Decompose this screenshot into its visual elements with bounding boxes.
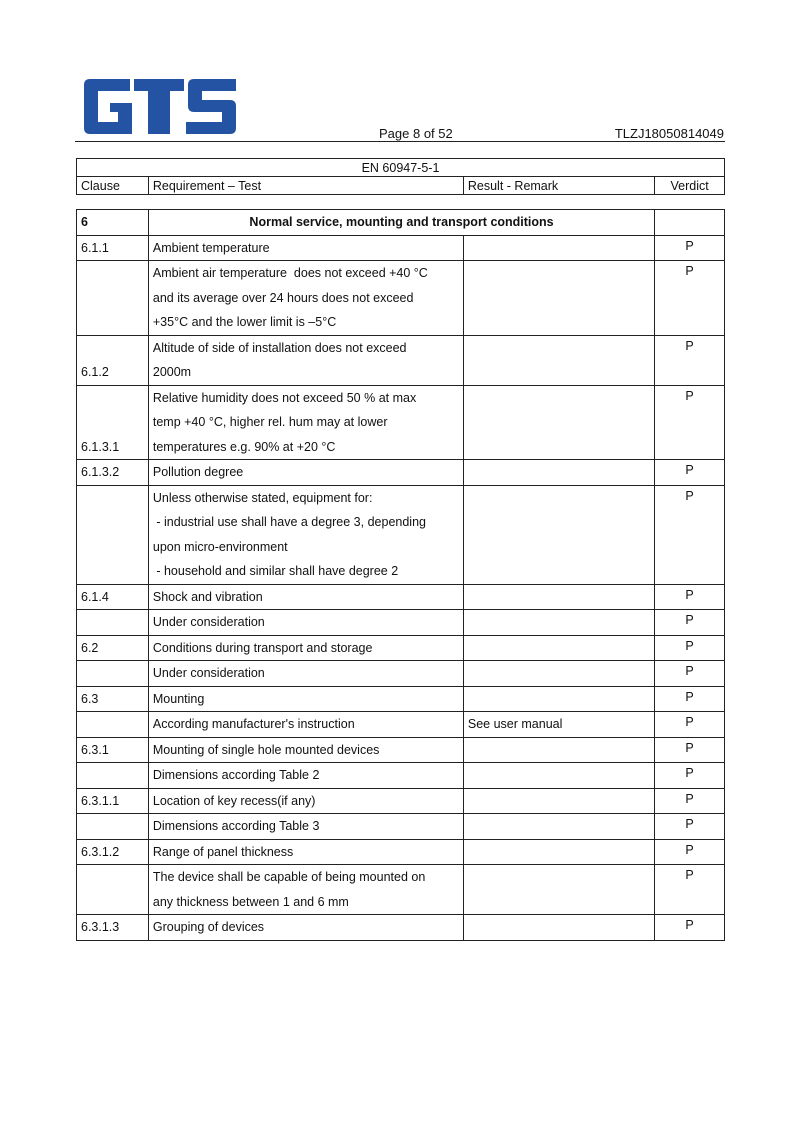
verdict-cell: P	[655, 235, 725, 261]
verdict-cell: P	[655, 460, 725, 486]
table-row	[77, 814, 725, 840]
requirement-line: Grouping of devices	[152, 920, 265, 934]
requirement-cell	[148, 460, 463, 486]
requirement-cell	[148, 235, 463, 261]
requirement-cell	[148, 686, 463, 712]
requirement-line: +35°C and the lower limit is –5°C	[152, 315, 337, 329]
requirement-cell	[148, 261, 463, 336]
table-row	[77, 865, 725, 915]
table-row	[77, 915, 725, 941]
remark-cell: See user manual	[463, 712, 654, 738]
requirement-line: Location of key recess(if any)	[152, 793, 316, 808]
clause-cell: 6.2	[77, 635, 149, 661]
verdict-cell: P	[655, 763, 725, 789]
remark-cell	[463, 385, 654, 460]
table-row	[77, 839, 725, 865]
requirement-line: Shock and vibration	[152, 589, 263, 604]
remark-cell	[463, 661, 654, 687]
clause-cell: 6.3.1	[77, 737, 149, 763]
requirement-cell	[148, 485, 463, 584]
verdict-cell: P	[655, 661, 725, 687]
requirement-line: temperatures e.g. 90% at +20 °C	[152, 439, 336, 454]
requirement-line: Mounting of single hole mounted devices	[152, 742, 380, 757]
clause-cell: 6.1.3.2	[77, 460, 149, 486]
requirement-line: The device shall be capable of being mounted on	[152, 870, 426, 884]
requirement-line: 2000m	[152, 365, 192, 379]
remark-cell	[463, 865, 654, 915]
requirement-cell	[148, 712, 463, 738]
requirement-cell	[148, 635, 463, 661]
requirement-cell	[148, 385, 463, 460]
header-divider	[75, 141, 725, 142]
clause-cell: 6.1.2	[77, 335, 149, 385]
remark-cell	[463, 485, 654, 584]
remark-cell	[463, 261, 654, 336]
clause-cell	[77, 865, 149, 915]
table-row	[77, 737, 725, 763]
verdict-cell: P	[655, 788, 725, 814]
requirement-line: According manufacturer's instruction	[152, 717, 355, 731]
remark-cell	[463, 686, 654, 712]
section-title: Normal service, mounting and transport conditions	[148, 210, 654, 236]
verdict-cell: P	[655, 712, 725, 738]
section-row	[77, 210, 725, 236]
remark-cell	[463, 335, 654, 385]
requirement-cell	[148, 737, 463, 763]
table-row	[77, 635, 725, 661]
table-row	[77, 335, 725, 385]
clause-cell	[77, 661, 149, 687]
requirement-line: Conditions during transport and storage	[152, 640, 373, 655]
table-row	[77, 235, 725, 261]
table-row	[77, 610, 725, 636]
requirement-line: Range of panel thickness	[152, 844, 294, 859]
remark-cell	[463, 814, 654, 840]
remark-cell	[463, 915, 654, 941]
table-row	[77, 584, 725, 610]
clause-cell	[77, 261, 149, 336]
clause-table	[76, 209, 725, 941]
section-clause: 6	[77, 210, 149, 236]
requirement-line: Under consideration	[152, 615, 265, 629]
requirement-line: any thickness between 1 and 6 mm	[152, 894, 349, 909]
requirement-line: Under consideration	[152, 666, 265, 680]
clause-cell	[77, 485, 149, 584]
requirement-cell	[148, 610, 463, 636]
remark-cell	[463, 788, 654, 814]
clause-cell: 6.1.1	[77, 235, 149, 261]
page-number: Page 8 of 52	[379, 126, 453, 141]
clause-cell: 6.3	[77, 686, 149, 712]
clause-cell	[77, 814, 149, 840]
requirement-cell	[148, 661, 463, 687]
requirement-line: Altitude of side of installation does not exceed	[152, 340, 407, 355]
remark-cell	[463, 584, 654, 610]
remark-cell	[463, 610, 654, 636]
verdict-cell: P	[655, 839, 725, 865]
table-row	[77, 686, 725, 712]
requirement-cell	[148, 335, 463, 385]
requirement-line: Ambient air temperature does not exceed +40 °C	[152, 266, 428, 280]
remark-cell	[463, 763, 654, 789]
table-row	[77, 385, 725, 460]
requirement-line: Dimensions according Table 2	[152, 768, 320, 782]
remark-cell	[463, 635, 654, 661]
table-header	[76, 158, 725, 195]
requirement-cell	[148, 763, 463, 789]
requirement-cell	[148, 839, 463, 865]
column-header-clause: Clause	[77, 177, 149, 195]
requirement-line: - industrial use shall have a degree 3, depending	[152, 515, 426, 529]
remark-cell	[463, 839, 654, 865]
requirement-line: Relative humidity does not exceed 50 % at max	[152, 390, 417, 405]
requirement-cell	[148, 584, 463, 610]
gts-logo	[84, 79, 236, 134]
column-header-remark: Result - Remark	[463, 177, 654, 195]
verdict-cell: P	[655, 335, 725, 385]
requirement-line: - household and similar shall have degree 2	[152, 564, 399, 578]
verdict-cell: P	[655, 584, 725, 610]
requirement-cell	[148, 865, 463, 915]
table-row	[77, 661, 725, 687]
verdict-cell: P	[655, 385, 725, 460]
table-row	[77, 261, 725, 336]
table-row	[77, 788, 725, 814]
requirement-line: Mounting	[152, 691, 205, 706]
verdict-cell: P	[655, 635, 725, 661]
section-verdict	[655, 210, 725, 236]
clause-cell: 6.3.1.3	[77, 915, 149, 941]
report-number: TLZJ18050814049	[614, 126, 724, 141]
column-header-requirement: Requirement – Test	[148, 177, 463, 195]
clause-cell: 6.1.4	[77, 584, 149, 610]
standard-title: EN 60947-5-1	[77, 159, 725, 177]
requirement-line: and its average over 24 hours does not exceed	[152, 290, 414, 305]
verdict-cell: P	[655, 485, 725, 584]
requirement-line: Dimensions according Table 3	[152, 819, 320, 833]
table-row	[77, 485, 725, 584]
table-row	[77, 712, 725, 738]
table-row	[77, 763, 725, 789]
column-header-verdict: Verdict	[655, 177, 725, 195]
verdict-cell: P	[655, 865, 725, 915]
requirement-line: temp +40 °C, higher rel. hum may at lower	[152, 415, 388, 429]
verdict-cell: P	[655, 915, 725, 941]
table-row	[77, 460, 725, 486]
requirement-line: Unless otherwise stated, equipment for:	[152, 490, 373, 505]
verdict-cell: P	[655, 261, 725, 336]
remark-cell	[463, 737, 654, 763]
clause-cell	[77, 610, 149, 636]
clause-cell: 6.1.3.1	[77, 385, 149, 460]
verdict-cell: P	[655, 814, 725, 840]
verdict-cell: P	[655, 610, 725, 636]
requirement-cell	[148, 788, 463, 814]
clause-cell	[77, 712, 149, 738]
requirement-cell	[148, 814, 463, 840]
remark-cell	[463, 460, 654, 486]
requirement-line: Ambient temperature	[152, 240, 270, 255]
requirement-line: Pollution degree	[152, 465, 244, 479]
clause-cell	[77, 763, 149, 789]
remark-cell	[463, 235, 654, 261]
clause-cell: 6.3.1.1	[77, 788, 149, 814]
verdict-cell: P	[655, 686, 725, 712]
requirement-line: upon micro-environment	[152, 539, 288, 554]
clause-cell: 6.3.1.2	[77, 839, 149, 865]
requirement-cell	[148, 915, 463, 941]
verdict-cell: P	[655, 737, 725, 763]
